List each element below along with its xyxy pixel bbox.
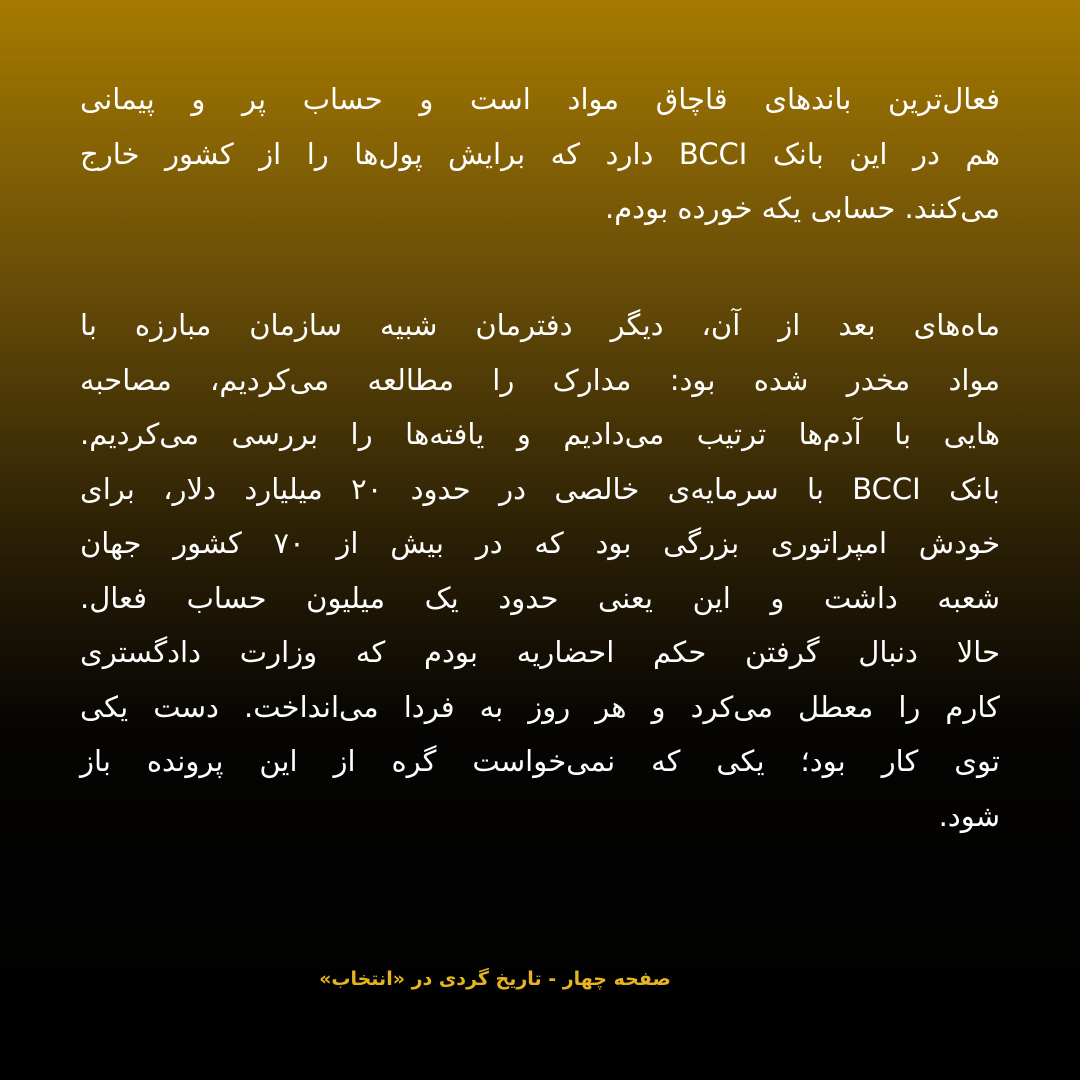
text-line: فعال‌ترین باندهای قاچاق مواد است و حساب پر و پیمانی: [80, 82, 1000, 116]
paragraph-1: [80, 72, 1000, 236]
text-line: شود.: [938, 798, 1000, 833]
text-line: حالا دنبال گرفتن حکم احضاریه بودم که وزارت دادگستری: [80, 635, 1000, 669]
page-footer: [0, 968, 1040, 990]
footer-caption: صفحه چهار - تاریخ گردی در «انتخاب»: [319, 968, 671, 990]
paragraph-2: [80, 298, 1000, 843]
text-line: مواد مخدر شده بود: مدارک را مطالعه می‌کردیم، مصاحبه: [80, 362, 1000, 397]
text-line: می‌کنند. حسابی یکه خورده بودم.: [605, 191, 1000, 225]
text-line: خودش امپراتوری بزرگی بود که در بیش از ۷۰ کشور جهان: [80, 526, 1001, 560]
text-line: هایی با آدم‌ها ترتیب می‌دادیم و یافته‌ها را بررسی می‌کردیم.: [80, 417, 1000, 451]
text-line: هم در این بانک BCCI دارد که برایش پول‌ها را از کشور خارج: [80, 136, 1000, 171]
text-line: کارم را معطل می‌کرد و هر روز به فردا می‌انداخت. دست یکی: [80, 689, 1000, 724]
text-line: ماه‌های بعد از آن، دیگر دفترمان شبیه سازمان مبارزه با: [80, 308, 1000, 342]
text-line: بانک BCCI با سرمایه‌ی خالصی در حدود ۲۰ میلیارد دلار، برای: [80, 471, 1000, 506]
text-line: توی کار بود؛ یکی که نمی‌خواست گره از این پرونده باز: [80, 744, 1000, 778]
text-line: شعبه داشت و این یعنی حدود یک میلیون حساب فعال.: [80, 580, 1000, 615]
